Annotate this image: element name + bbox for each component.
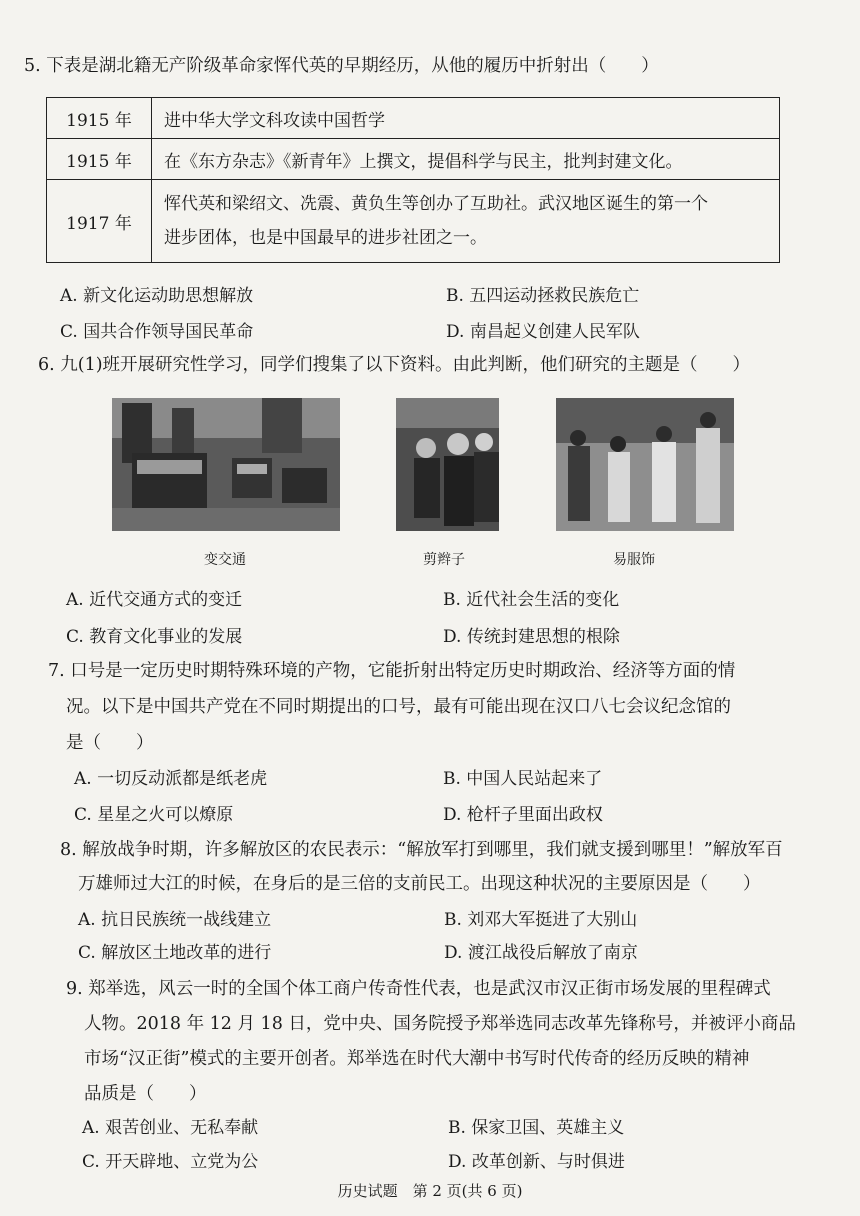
event-line: 恽代英和梁绍文、冼震、黄负生等创办了互助社。武汉地区诞生的第一个 (164, 194, 708, 214)
q5-option-b[interactable]: B. 五四运动拯救民族危亡 (446, 286, 640, 306)
traffic-photo (112, 398, 340, 531)
q7-stem-line: 是（ ） (66, 733, 154, 753)
table-row (47, 98, 780, 139)
q6-option-d[interactable]: D. 传统封建思想的根除 (443, 627, 620, 647)
table-event-cell: 进中华大学文科攻读中国哲学 (152, 98, 780, 139)
q9-stem-line: 人物。2018 年 12 月 18 日，党中央、国务院授予郑举选同志改革先锋称号，并被评小商品 (84, 1014, 796, 1034)
table-row (47, 180, 780, 263)
q9-stem-line: 9. 郑举选，风云一时的全国个体工商户传奇性代表，也是武汉市汉正街市场发展的里程碑式 (66, 979, 771, 999)
q5-biography-table (46, 97, 780, 263)
clothing-photo (556, 398, 734, 531)
q9-option-b[interactable]: B. 保家卫国、英雄主义 (448, 1118, 625, 1138)
q7-option-b[interactable]: B. 中国人民站起来了 (443, 769, 603, 789)
q6-option-a[interactable]: A. 近代交通方式的变迁 (66, 590, 243, 610)
q7-option-c[interactable]: C. 星星之火可以燎原 (74, 805, 234, 825)
q8-stem-line: 8. 解放战争时期，许多解放区的农民表示：“解放军打到哪里，我们就支援到哪里！”解放军百 (60, 840, 783, 860)
table-year-cell: 1915 年 (47, 98, 152, 139)
queue-cutting-photo (396, 398, 499, 531)
q5-option-d[interactable]: D. 南昌起义创建人民军队 (446, 322, 640, 342)
q7-option-d[interactable]: D. 枪杆子里面出政权 (443, 805, 603, 825)
caption-queue-cutting: 剪辫子 (423, 552, 465, 568)
page-footer: 历史试题 第 2 页(共 6 页) (337, 1182, 523, 1200)
q9-option-a[interactable]: A. 艰苦创业、无私奉献 (82, 1118, 259, 1138)
caption-clothing: 易服饰 (613, 552, 655, 568)
table-year-cell: 1915 年 (47, 139, 152, 180)
caption-transport: 变交通 (204, 552, 246, 568)
event-line: 进步团体，也是中国最早的进步社团之一。 (164, 228, 487, 248)
q7-stem-line: 况。以下是中国共产党在不同时期提出的口号，最有可能出现在汉口八七会议纪念馆的 (66, 697, 731, 717)
table-event-cell (152, 180, 780, 263)
q8-option-a[interactable]: A. 抗日民族统一战线建立 (78, 910, 272, 930)
q5-option-c[interactable]: C. 国共合作领导国民革命 (60, 322, 254, 342)
q8-option-c[interactable]: C. 解放区土地改革的进行 (78, 943, 272, 963)
table-event-cell: 在《东方杂志》《新青年》上撰文，提倡科学与民主，批判封建文化。 (152, 139, 780, 180)
q7-stem-line: 7. 口号是一定历史时期特殊环境的产物，它能折射出特定历史时期政治、经济等方面的情 (48, 661, 736, 681)
q9-option-d[interactable]: D. 改革创新、与时俱进 (448, 1152, 625, 1172)
q9-stem-line: 品质是（ ） (84, 1084, 207, 1104)
table-year-cell: 1917 年 (47, 180, 152, 263)
q5-stem: 5. 下表是湖北籍无产阶级革命家恽代英的早期经历，从他的履历中折射出（ ） (24, 56, 659, 76)
q9-stem-line: 市场“汉正街”模式的主要开创者。郑举选在时代大潮中书写时代传奇的经历反映的精神 (84, 1049, 750, 1069)
q8-stem-line: 万雄师过大江的时候，在身后的是三倍的支前民工。出现这种状况的主要原因是（ ） (78, 874, 761, 894)
q5-option-a[interactable]: A. 新文化运动助思想解放 (60, 286, 254, 306)
table-row (47, 139, 780, 180)
q6-option-c[interactable]: C. 教育文化事业的发展 (66, 627, 243, 647)
q7-option-a[interactable]: A. 一切反动派都是纸老虎 (74, 769, 268, 789)
q6-stem: 6. 九(1)班开展研究性学习，同学们搜集了以下资料。由此判断，他们研究的主题是（ ） (38, 355, 751, 375)
q9-option-c[interactable]: C. 开天辟地、立党为公 (82, 1152, 259, 1172)
q6-option-b[interactable]: B. 近代社会生活的变化 (443, 590, 620, 610)
q8-option-b[interactable]: B. 刘邓大军挺进了大别山 (444, 910, 638, 930)
q8-option-d[interactable]: D. 渡江战役后解放了南京 (444, 943, 638, 963)
